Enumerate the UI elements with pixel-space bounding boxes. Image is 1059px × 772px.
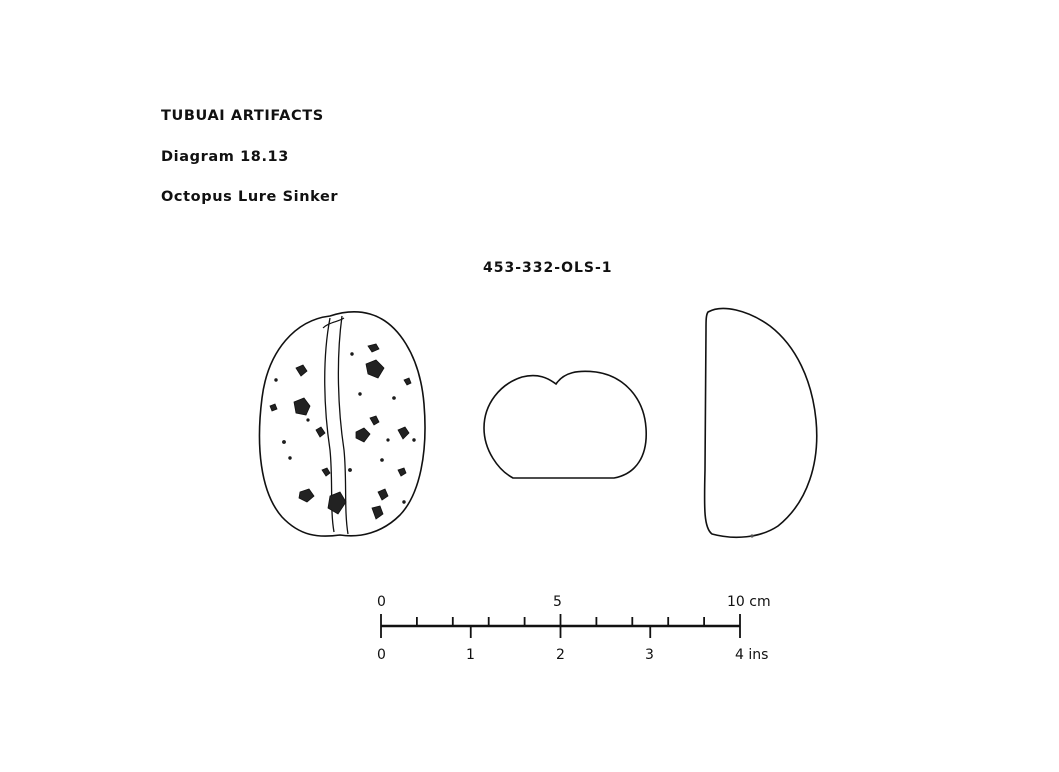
artifact-name: Octopus Lure Sinker — [161, 189, 339, 205]
scale-cm-label-0: 0 — [377, 594, 386, 610]
catalog-number: 453-332-OLS-1 — [483, 260, 613, 276]
scale-cm-label-5: 5 — [553, 594, 562, 610]
scale-in-label-3: 3 — [645, 647, 654, 663]
scale-bar — [377, 594, 771, 663]
diagram-number: Diagram 18.13 — [161, 149, 289, 165]
scale-in-label-0: 0 — [377, 647, 386, 663]
scale-in-label-1: 1 — [466, 647, 475, 663]
collection-title: TUBUAI ARTIFACTS — [161, 108, 324, 124]
specimen-mark — [750, 534, 753, 537]
cross-section-view — [484, 371, 646, 478]
surface-pitting — [270, 344, 415, 519]
side-profile-view — [705, 308, 817, 537]
scale-cm-label-10: 10 cm — [727, 594, 771, 610]
scale-in-label-4: 4 ins — [735, 647, 769, 663]
scale-in-label-2: 2 — [556, 647, 565, 663]
